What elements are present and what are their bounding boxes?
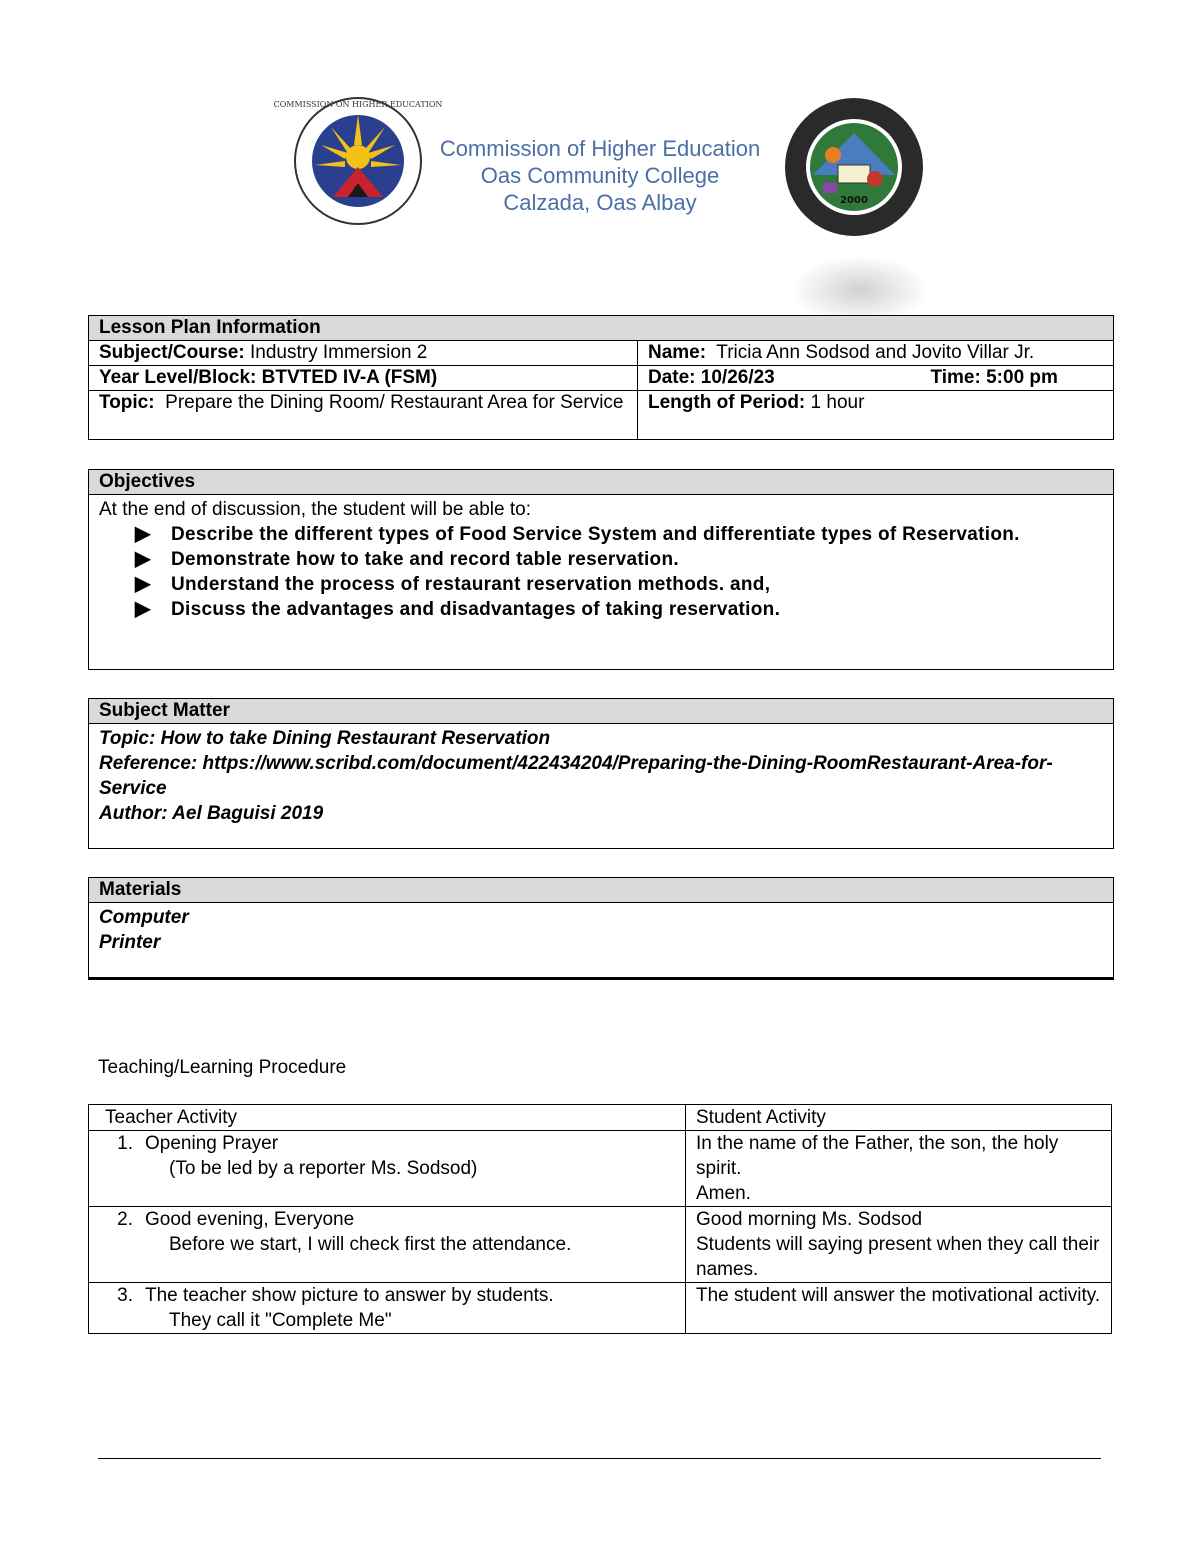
- arrow-bullet-icon: ▶: [135, 598, 151, 620]
- name-label: Name:: [648, 342, 707, 363]
- subject-cell: [89, 341, 638, 366]
- student-activity-header: Student Activity: [686, 1105, 1112, 1131]
- year-level-cell: Year Level/Block: BTVTED IV-A (FSM): [89, 366, 638, 391]
- objectives-list: [99, 522, 1103, 622]
- topic-cell: [89, 391, 638, 440]
- student-activity-cell: The student will answer the motivational activity.: [686, 1283, 1112, 1334]
- lesson-info-heading: Lesson Plan Information: [89, 316, 1114, 341]
- name-value: Tricia Ann Sodsod and Jovito Villar Jr.: [706, 342, 1035, 363]
- institution-line-3: Calzada, Oas Albay: [503, 190, 697, 215]
- procedure-table: [88, 1104, 1112, 1334]
- teacher-activity-cell: 2. Good evening, Everyone Before we start, I will check first the attendance.: [89, 1207, 686, 1283]
- svg-text:2000: 2000: [840, 195, 868, 206]
- objective-item: ▶ Describe the different types of Food Service System and differentiate types of Reservation.: [135, 523, 1020, 545]
- objective-item: ▶ Discuss the advantages and disadvantages of taking reservation.: [135, 598, 781, 620]
- svg-text:COMMISSION ON HIGHER EDUCATION: COMMISSION ON HIGHER EDUCATION: [273, 100, 443, 109]
- step-number: 2.: [117, 1209, 133, 1230]
- step-number: 1.: [117, 1133, 133, 1154]
- length-cell: [638, 391, 1114, 440]
- arrow-bullet-icon: ▶: [135, 548, 151, 570]
- arrow-bullet-icon: ▶: [135, 523, 151, 545]
- objectives-table: [88, 469, 1114, 670]
- lesson-info-table: [88, 315, 1114, 440]
- subject-matter-reference: Reference: https://www.scribd.com/document/422434204/Preparing-the-Dining-RoomRestaurant-Area-for-Service: [99, 753, 1053, 799]
- subject-value: Industry Immersion 2: [244, 342, 428, 363]
- institution-line-2: Oas Community College: [480, 163, 720, 188]
- objectives-body: [89, 495, 1114, 670]
- date-time-cell: [638, 366, 1114, 391]
- materials-table: [88, 877, 1114, 980]
- time-label: Time: 5:00 pm: [930, 367, 1058, 388]
- materials-body: [89, 903, 1114, 979]
- material-item: Computer: [99, 907, 189, 928]
- procedure-title: Teaching/Learning Procedure: [98, 1057, 347, 1078]
- topic-value: Prepare the Dining Room/ Restaurant Area for Service: [154, 392, 624, 413]
- subject-label: Subject/Course:: [99, 342, 245, 363]
- occ-seal-logo: [783, 95, 925, 240]
- document-header: [0, 95, 1200, 245]
- material-item: Printer: [99, 932, 161, 953]
- objectives-intro: At the end of discussion, the student will be able to:: [99, 499, 531, 520]
- footer-divider: [98, 1458, 1101, 1459]
- teacher-activity-cell: 3. The teacher show picture to answer by students. They call it "Complete Me": [89, 1283, 686, 1334]
- teacher-activity-cell: 1. Opening Prayer (To be led by a reporter Ms. Sodsod): [89, 1131, 686, 1207]
- length-value: 1 hour: [805, 392, 865, 413]
- subject-matter-author: Author: Ael Baguisi 2019: [99, 803, 324, 824]
- student-activity-cell: Good morning Ms. Sodsod Students will saying present when they call their names.: [686, 1207, 1112, 1283]
- topic-label: Topic:: [99, 392, 155, 413]
- objectives-heading: Objectives: [89, 470, 1114, 495]
- objective-item: ▶ Demonstrate how to take and record table reservation.: [135, 548, 679, 570]
- date-label: Date: 10/26/23: [648, 367, 775, 388]
- institution-block: [420, 135, 780, 216]
- institution-line-1: Commission of Higher Education: [439, 136, 761, 161]
- ched-seal-logo: [273, 95, 443, 227]
- arrow-bullet-icon: ▶: [135, 573, 151, 595]
- subject-matter-heading: Subject Matter: [89, 699, 1114, 724]
- student-activity-cell: In the name of the Father, the son, the holy spirit. Amen.: [686, 1131, 1112, 1207]
- materials-heading: Materials: [89, 878, 1114, 903]
- objective-item: ▶ Understand the process of restaurant reservation methods. and,: [135, 573, 771, 595]
- subject-matter-topic: Topic: How to take Dining Restaurant Reservation: [99, 728, 551, 749]
- teacher-activity-header: Teacher Activity: [89, 1105, 686, 1131]
- length-label: Length of Period:: [648, 392, 806, 413]
- subject-matter-table: [88, 698, 1114, 849]
- name-cell: [638, 341, 1114, 366]
- subject-matter-body: [89, 724, 1114, 849]
- step-number: 3.: [117, 1285, 133, 1306]
